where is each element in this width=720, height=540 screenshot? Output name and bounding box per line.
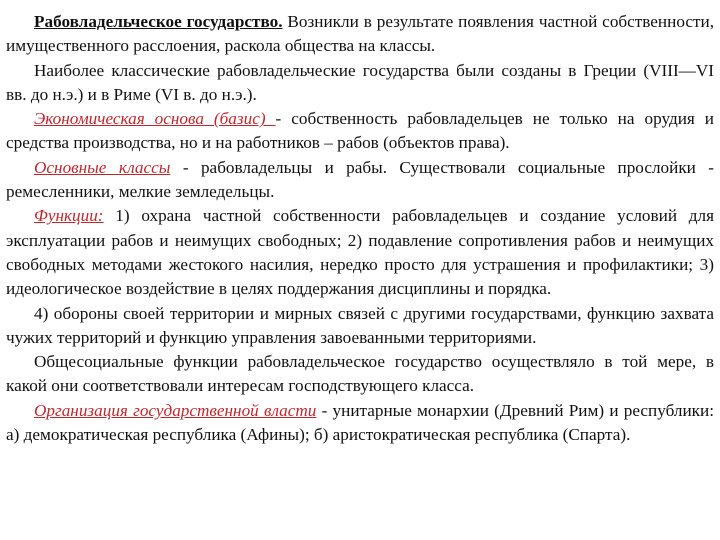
paragraph-text: Возникли в результате появления частной собственности, имущественного расслоения, раскола общества на классы. (6, 12, 714, 56)
paragraph-economic-basis (6, 107, 714, 156)
paragraph-text: 4) обороны своей территории и мирных связей с другими государствами, функцию захвата чужих территорий и функцию управления завоеванными территориями. (6, 303, 714, 347)
paragraph-definition (6, 10, 714, 59)
paragraph-state-power (6, 399, 714, 448)
paragraph-text: Наиболее классические рабовладельческие государства были созданы в Греции (VIII—VI вв. до н.э.) и в Риме (VI в. до н.э.). (6, 60, 714, 104)
heading-term: Рабовладельческое государство. (34, 12, 283, 31)
term-state-power: Организация государственной власти (34, 400, 317, 420)
paragraph-functions (6, 204, 714, 301)
term-economic-basis: Экономическая основа (базис) (34, 109, 276, 129)
paragraph-text: 1) охрана частной собственности рабовладельцев и создание условий для эксплуатации рабов и неимущих свободных; 2) подавление сопротивления рабов и неимущих свободных методами жестокого насилия, нередко просто для устрашения и профилактики; 3) идеологическое воздействие в целях поддержания дисциплины и порядка. (6, 206, 714, 299)
term-main-classes: Основные классы (34, 157, 171, 177)
paragraph-main-classes (6, 156, 714, 205)
paragraph-functions-continued (6, 302, 714, 351)
document-body (6, 10, 714, 447)
paragraph-social-functions (6, 350, 714, 399)
term-functions: Функции: (34, 206, 104, 226)
paragraph-text: Общесоциальные функции рабовладельческое государство осуществляло в той мере, в какой они соответствовали интересам господствующего класса. (6, 352, 714, 396)
paragraph-text: - унитарные монархии (Древний Рим) и республики: а) демократическая республика (Афины); б) аристократическая республика (Спарта). (6, 400, 714, 445)
paragraph-text: - рабовладельцы и рабы. Существовали социальные прослойки - ремесленники, мелкие земледельцы. (6, 157, 715, 202)
paragraph-classic-states (6, 59, 714, 108)
paragraph-text: - собственность рабовладельцев не только на орудия и средства производства, но и на работников – рабов (объектов права). (6, 109, 714, 153)
